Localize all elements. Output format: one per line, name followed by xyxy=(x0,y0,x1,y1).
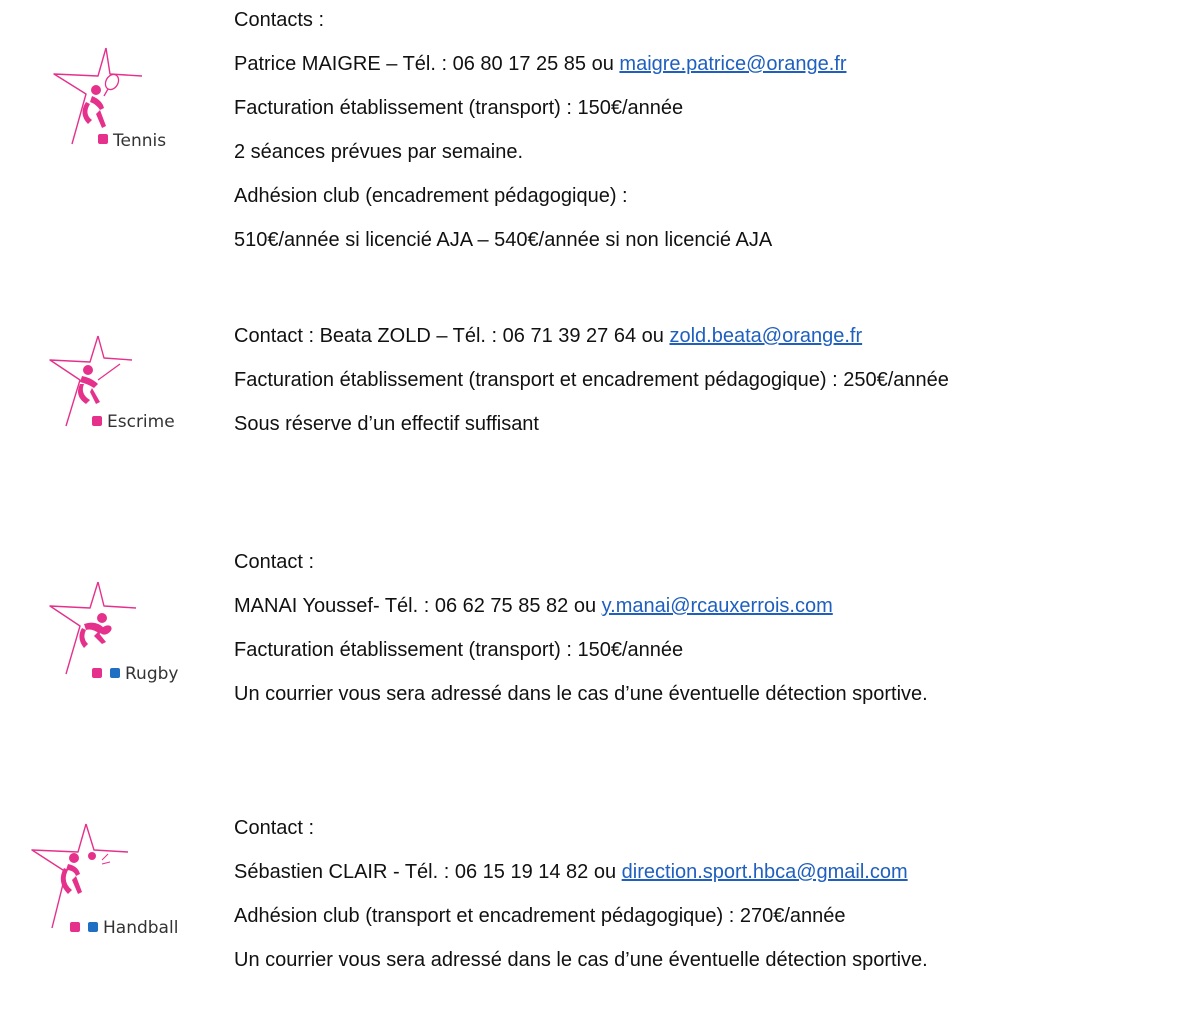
fencing-logo xyxy=(44,330,184,434)
fencing-billing-line: Facturation établissement (transport et encadrement pédagogique) : 250€/année xyxy=(234,369,949,391)
tennis-logo xyxy=(48,44,188,156)
handball-contact-line xyxy=(234,860,908,884)
handball-logo-label: Handball xyxy=(103,918,179,938)
handball-contact-text: Sébastien CLAIR - Tél. : 06 15 19 14 82 ou xyxy=(234,861,622,883)
rugby-logo-label: Rugby xyxy=(125,664,179,684)
tennis-email-link[interactable]: maigre.patrice@orange.fr xyxy=(619,53,847,75)
rugby-star-icon xyxy=(44,578,194,686)
pink-dot-icon xyxy=(70,922,80,932)
handball-logo xyxy=(28,820,198,942)
tennis-contacts-heading: Contacts : xyxy=(234,9,325,31)
rugby-note-line: Un courrier vous sera adressé dans le cas d’une éventuelle détection sportive. xyxy=(234,683,928,705)
fencing-email-link[interactable]: zold.beata@orange.fr xyxy=(669,325,863,347)
rugby-contact-line xyxy=(234,594,833,618)
tennis-billing-line: Facturation établissement (transport) : 150€/année xyxy=(234,97,684,119)
pink-dot-icon xyxy=(92,416,102,426)
tennis-logo-label: Tennis xyxy=(113,131,167,151)
rugby-billing-line: Facturation établissement (transport) : 150€/année xyxy=(234,639,684,661)
blue-dot-icon xyxy=(110,668,120,678)
rugby-email-link[interactable]: y.manai@rcauxerrois.com xyxy=(601,595,833,617)
blue-dot-icon xyxy=(88,922,98,932)
tennis-contact-text: Patrice MAIGRE – Tél. : 06 80 17 25 85 ou xyxy=(234,53,620,75)
tennis-contact-line xyxy=(234,52,846,76)
tennis-price-line: 510€/année si licencié AJA – 540€/année si non licencié AJA xyxy=(234,229,773,251)
fencing-logo-label: Escrime xyxy=(107,412,175,432)
tennis-sessions-line: 2 séances prévues par semaine. xyxy=(234,141,524,163)
tennis-membership-line: Adhésion club (encadrement pédagogique) : xyxy=(234,185,628,207)
handball-membership-line: Adhésion club (transport et encadrement pédagogique) : 270€/année xyxy=(234,905,846,927)
rugby-logo xyxy=(44,578,194,686)
handball-star-icon xyxy=(28,820,198,942)
handball-note-line: Un courrier vous sera adressé dans le cas d’une éventuelle détection sportive. xyxy=(234,949,928,971)
fencing-contact-line xyxy=(234,324,862,348)
pink-dot-icon xyxy=(98,134,108,144)
fencing-contact-text: Contact : Beata ZOLD – Tél. : 06 71 39 27 64 ou xyxy=(234,325,670,347)
rugby-contact-text: MANAI Youssef- Tél. : 06 62 75 85 82 ou xyxy=(234,595,602,617)
fencing-star-icon xyxy=(44,330,184,434)
fencing-sword-icon xyxy=(98,364,120,380)
rugby-contact-heading: Contact : xyxy=(234,551,315,573)
handball-email-link[interactable]: direction.sport.hbca@gmail.com xyxy=(621,861,908,883)
fencing-note-line: Sous réserve d’un effectif suffisant xyxy=(234,413,539,435)
tennis-star-icon xyxy=(48,44,188,156)
handball-contact-heading: Contact : xyxy=(234,817,315,839)
pink-dot-icon xyxy=(92,668,102,678)
